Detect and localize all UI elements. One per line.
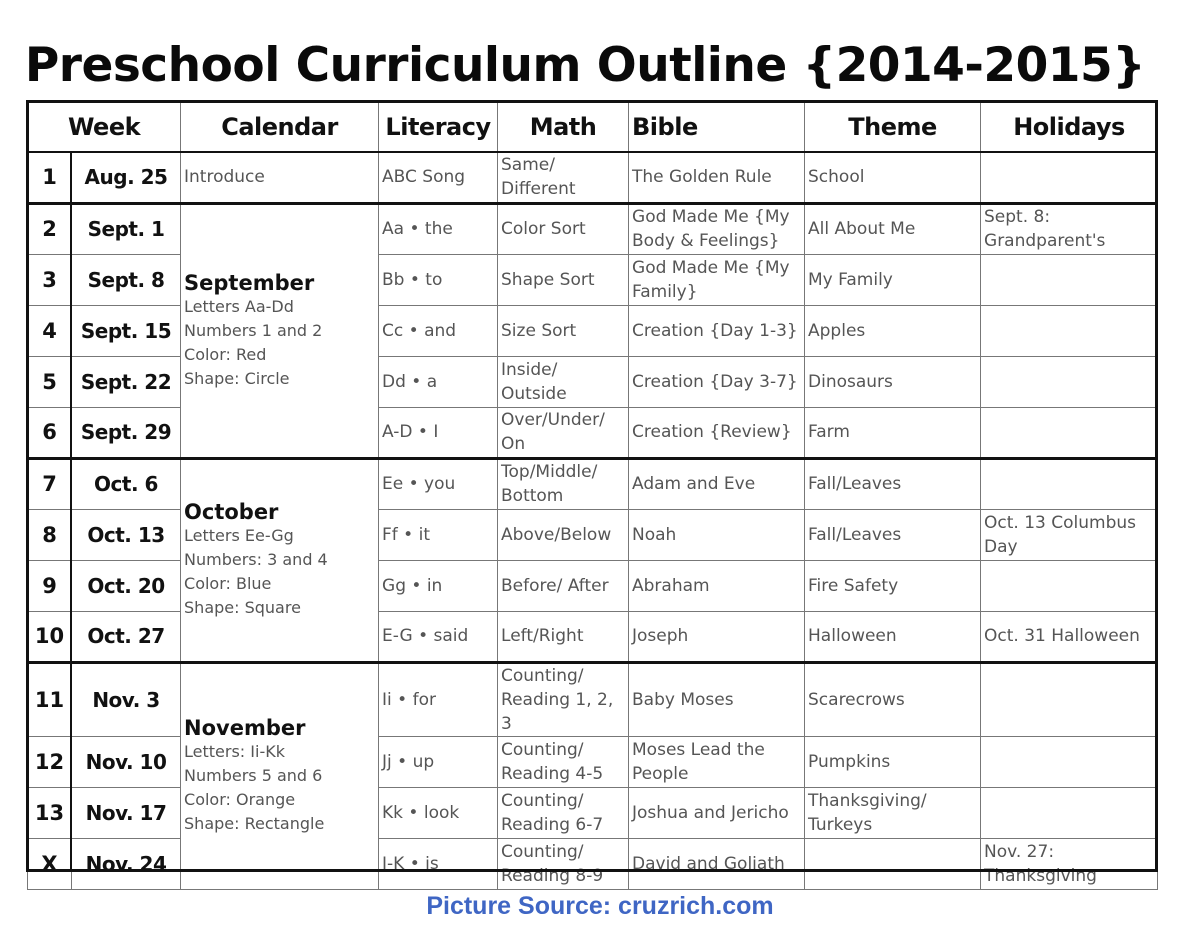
- table-row: [28, 152, 1158, 203]
- calendar-color: Color: Blue: [184, 574, 272, 593]
- literacy-cell: Kk • look: [379, 787, 498, 838]
- literacy-cell: Aa • the: [379, 203, 498, 254]
- theme-cell: Farm: [805, 407, 981, 458]
- calendar-cell: Introduce: [181, 152, 379, 203]
- math-cell: Left/Right: [498, 611, 629, 662]
- math-cell: Counting/ Reading 8-9: [498, 838, 629, 889]
- literacy-cell: Ee • you: [379, 458, 498, 509]
- bible-cell: Moses Lead the People: [629, 736, 805, 787]
- calendar-letters: Letters: Ii-Kk: [184, 742, 285, 761]
- bible-cell: Baby Moses: [629, 662, 805, 736]
- header-theme: Theme: [805, 102, 981, 153]
- theme-cell: My Family: [805, 254, 981, 305]
- holidays-cell: [981, 787, 1158, 838]
- week-number: 2: [28, 203, 72, 254]
- math-cell: Over/Under/ On: [498, 407, 629, 458]
- week-number: 6: [28, 407, 72, 458]
- calendar-numbers: Numbers: 3 and 4: [184, 550, 328, 569]
- bible-cell: God Made Me {My Body & Feelings}: [629, 203, 805, 254]
- holidays-cell: Oct. 31 Halloween: [981, 611, 1158, 662]
- week-date: Nov. 17: [72, 787, 181, 838]
- week-date: Nov. 24: [72, 838, 181, 889]
- math-cell: Top/Middle/ Bottom: [498, 458, 629, 509]
- bible-cell: Creation {Day 3-7}: [629, 356, 805, 407]
- holidays-cell: [981, 407, 1158, 458]
- literacy-cell: I-K • is: [379, 838, 498, 889]
- calendar-month: November: [184, 716, 306, 740]
- literacy-cell: Ff • it: [379, 509, 498, 560]
- header-row: [28, 102, 1158, 153]
- holidays-cell: [981, 560, 1158, 611]
- week-number: 4: [28, 305, 72, 356]
- calendar-shape: Shape: Square: [184, 598, 301, 617]
- header-calendar: Calendar: [181, 102, 379, 153]
- theme-cell: Halloween: [805, 611, 981, 662]
- holidays-cell: [981, 458, 1158, 509]
- theme-cell: Pumpkins: [805, 736, 981, 787]
- calendar-block-september: [181, 203, 379, 458]
- bible-cell: Creation {Day 1-3}: [629, 305, 805, 356]
- math-cell: Color Sort: [498, 203, 629, 254]
- theme-cell: [805, 838, 981, 889]
- holidays-cell: Oct. 13 Columbus Day: [981, 509, 1158, 560]
- bible-cell: Joseph: [629, 611, 805, 662]
- week-number: 8: [28, 509, 72, 560]
- calendar-letters: Letters Ee-Gg: [184, 526, 294, 545]
- bible-cell: The Golden Rule: [629, 152, 805, 203]
- literacy-cell: Bb • to: [379, 254, 498, 305]
- literacy-cell: Jj • up: [379, 736, 498, 787]
- header-math: Math: [498, 102, 629, 153]
- holidays-cell: [981, 152, 1158, 203]
- table-row: [28, 662, 1158, 736]
- theme-cell: School: [805, 152, 981, 203]
- holidays-cell: [981, 305, 1158, 356]
- bible-cell: Abraham: [629, 560, 805, 611]
- page-title: Preschool Curriculum Outline {2014-2015}: [24, 38, 1146, 93]
- literacy-cell: ABC Song: [379, 152, 498, 203]
- calendar-numbers: Numbers 5 and 6: [184, 766, 323, 785]
- bible-cell: David and Goliath: [629, 838, 805, 889]
- week-number: 10: [28, 611, 72, 662]
- week-number-divider: [70, 152, 72, 870]
- week-date: Oct. 27: [72, 611, 181, 662]
- theme-cell: All About Me: [805, 203, 981, 254]
- calendar-shape: Shape: Rectangle: [184, 814, 325, 833]
- holidays-cell: Sept. 8: Grandparent's: [981, 203, 1158, 254]
- week-number: 12: [28, 736, 72, 787]
- curriculum-table: [27, 101, 1158, 890]
- header-bible: Bible: [629, 102, 805, 153]
- table-row: [28, 203, 1158, 254]
- table-row: [28, 458, 1158, 509]
- holidays-cell: [981, 736, 1158, 787]
- calendar-letters: Letters Aa-Dd: [184, 296, 294, 316]
- week-date: Sept. 1: [72, 203, 181, 254]
- week-number: 3: [28, 254, 72, 305]
- holidays-cell: [981, 662, 1158, 736]
- week-date: Oct. 20: [72, 560, 181, 611]
- math-cell: Counting/ Reading 1, 2, 3: [498, 662, 629, 736]
- week-number: 11: [28, 662, 72, 736]
- week-number: 13: [28, 787, 72, 838]
- bible-cell: Joshua and Jericho: [629, 787, 805, 838]
- picture-source-credit: Picture Source: cruzrich.com: [426, 892, 774, 920]
- week-date: Sept. 29: [72, 407, 181, 458]
- calendar-color: Color: Red: [184, 344, 267, 364]
- math-cell: Shape Sort: [498, 254, 629, 305]
- theme-cell: Fall/Leaves: [805, 458, 981, 509]
- calendar-color: Color: Orange: [184, 790, 296, 809]
- bible-cell: Noah: [629, 509, 805, 560]
- literacy-cell: Dd • a: [379, 356, 498, 407]
- week-date: Nov. 10: [72, 736, 181, 787]
- math-cell: Before/ After: [498, 560, 629, 611]
- math-cell: Counting/ Reading 6-7: [498, 787, 629, 838]
- week-date: Oct. 6: [72, 458, 181, 509]
- calendar-month: September: [184, 270, 315, 295]
- math-cell: Size Sort: [498, 305, 629, 356]
- week-date: Sept. 22: [72, 356, 181, 407]
- theme-cell: Fire Safety: [805, 560, 981, 611]
- calendar-month: October: [184, 500, 279, 524]
- theme-cell: Scarecrows: [805, 662, 981, 736]
- literacy-cell: Cc • and: [379, 305, 498, 356]
- week-date: Aug. 25: [72, 152, 181, 203]
- literacy-cell: Ii • for: [379, 662, 498, 736]
- header-holidays: Holidays: [981, 102, 1158, 153]
- calendar-block-october: [181, 458, 379, 662]
- week-date: Sept. 8: [72, 254, 181, 305]
- calendar-numbers: Numbers 1 and 2: [184, 320, 323, 340]
- calendar-shape: Shape: Circle: [184, 368, 290, 388]
- bible-cell: Adam and Eve: [629, 458, 805, 509]
- header-week: Week: [28, 102, 181, 153]
- math-cell: Inside/ Outside: [498, 356, 629, 407]
- theme-cell: Thanksgiving/ Turkeys: [805, 787, 981, 838]
- bible-cell: God Made Me {My Family}: [629, 254, 805, 305]
- math-cell: Above/Below: [498, 509, 629, 560]
- math-cell: Counting/ Reading 4-5: [498, 736, 629, 787]
- literacy-cell: E-G • said: [379, 611, 498, 662]
- week-number: 9: [28, 560, 72, 611]
- calendar-block-november: [181, 662, 379, 889]
- holidays-cell: [981, 356, 1158, 407]
- holidays-cell: Nov. 27: Thanksgiving: [981, 838, 1158, 889]
- week-date: Nov. 3: [72, 662, 181, 736]
- week-date: Sept. 15: [72, 305, 181, 356]
- bible-cell: Creation {Review}: [629, 407, 805, 458]
- week-number: 5: [28, 356, 72, 407]
- week-number: 1: [28, 152, 72, 203]
- theme-cell: Apples: [805, 305, 981, 356]
- theme-cell: Dinosaurs: [805, 356, 981, 407]
- literacy-cell: A-D • I: [379, 407, 498, 458]
- math-cell: Same/ Different: [498, 152, 629, 203]
- holidays-cell: [981, 254, 1158, 305]
- header-literacy: Literacy: [379, 102, 498, 153]
- literacy-cell: Gg • in: [379, 560, 498, 611]
- week-number: X: [28, 838, 72, 889]
- week-number: 7: [28, 458, 72, 509]
- theme-cell: Fall/Leaves: [805, 509, 981, 560]
- week-date: Oct. 13: [72, 509, 181, 560]
